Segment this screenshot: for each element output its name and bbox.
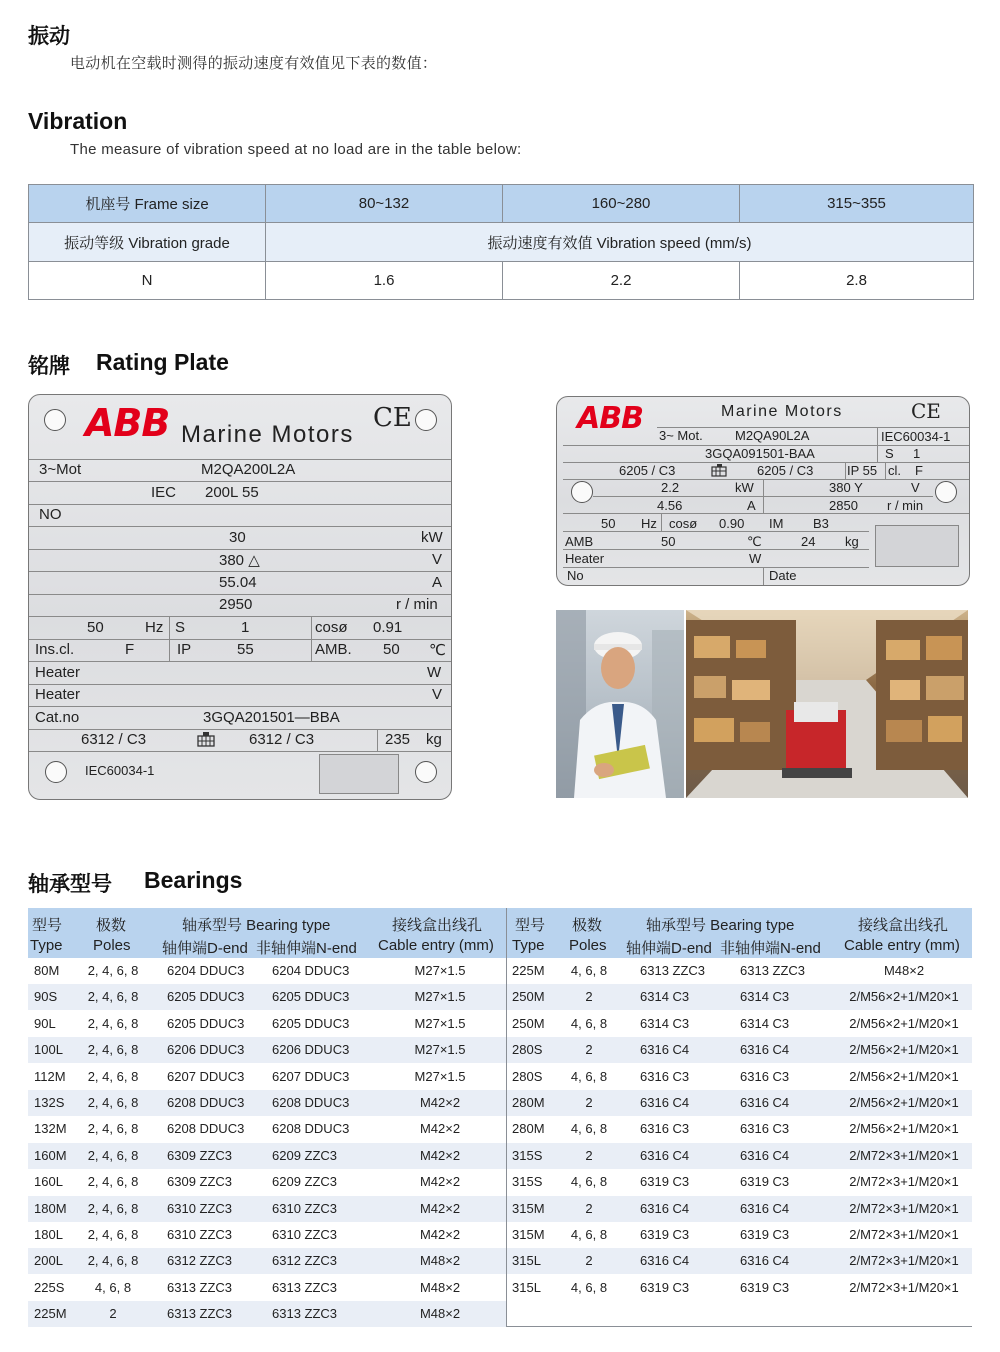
header-nend: 非轴伸端N-end: [720, 940, 821, 957]
poles-cell: 4, 6, 8: [94, 1279, 132, 1295]
nend-cell: 6316 C3: [740, 1121, 790, 1137]
cable-cell: 2/M56×2+1/M20×1: [849, 1042, 959, 1058]
poles-cell: 4, 6, 8: [570, 1174, 608, 1190]
nend-cell: 6316 C4: [740, 1095, 790, 1110]
poles-cell: 4, 6, 8: [570, 1068, 608, 1084]
poles-cell: 4, 6, 8: [570, 1279, 608, 1295]
plate-current-unit: A: [432, 574, 443, 591]
cable-cell: 2/M56×2+1/M20×1: [849, 989, 959, 1005]
stamp-box: [319, 754, 399, 794]
dend-cell: 6313 ZZC3: [167, 1279, 233, 1295]
frame-range: 315~355: [740, 185, 974, 223]
plate-speed-unit: r / min: [396, 596, 438, 613]
plate-im: IM: [769, 516, 784, 531]
header-poles-cn: 极数: [96, 917, 127, 934]
dend-cell: 6309 ZZC3: [167, 1174, 233, 1190]
plate-speed: 2850: [829, 498, 858, 513]
type-cell: 250M: [512, 1015, 545, 1031]
plate-freq-unit: Hz: [145, 619, 164, 636]
cable-cell: M42×2: [419, 1174, 461, 1190]
abb-logo: ABB: [577, 401, 643, 436]
dend-cell: 6319 C3: [640, 1174, 690, 1190]
plate-im-value: B3: [813, 516, 829, 531]
plate-heater: Heater: [565, 551, 605, 566]
nend-cell: 6319 C3: [740, 1227, 790, 1242]
nend-cell: 6313 ZZC3: [740, 963, 806, 978]
type-cell: 250M: [512, 989, 545, 1005]
plate-cos: cosø: [315, 619, 348, 636]
header-type-en: Type: [30, 937, 63, 954]
plate-bearing-n: 6205 / C3: [757, 463, 814, 478]
nend-cell: 6310 ZZC3: [272, 1200, 338, 1216]
plate-cl: cl.: [888, 463, 901, 478]
nend-cell: 6209 ZZC3: [272, 1147, 338, 1163]
poles-cell: 4, 6, 8: [570, 963, 608, 978]
poles-cell: 2, 4, 6, 8: [87, 1174, 139, 1190]
speed-value: 1.6: [266, 262, 503, 300]
type-cell: 160L: [34, 1174, 63, 1190]
stamp-box: [875, 525, 959, 567]
vibration-desc-en: The measure of vibration speed at no load are in the table below:: [70, 141, 522, 158]
plate-cos: cosø: [669, 516, 698, 531]
plate-no: NO: [39, 506, 62, 523]
nend-cell: 6205 DDUC3: [272, 989, 350, 1005]
cable-cell: M27×1.5: [414, 963, 466, 978]
plate-standard: IEC60034-1: [85, 763, 155, 778]
plate-standard: IEC60034-1: [881, 429, 951, 444]
mount-hole: [45, 761, 67, 783]
plate-mot: 3~ Mot.: [659, 428, 703, 443]
poles-cell: 2, 4, 6, 8: [87, 1095, 139, 1110]
header-poles-cn: 极数: [572, 917, 603, 934]
warehouse-illustration: [686, 610, 968, 798]
plate-cat-value: 3GQA091501-BAA: [705, 446, 815, 461]
nend-cell: 6206 DDUC3: [272, 1042, 350, 1058]
cable-cell: 2/M72×3+1/M20×1: [849, 1227, 959, 1242]
frame-size-label: 机座号 Frame size: [29, 185, 266, 223]
dend-cell: 6207 DDUC3: [167, 1068, 245, 1084]
header-cable-cn: 接线盒出线孔: [392, 917, 483, 934]
plate-voltage-unit: V: [911, 480, 920, 495]
plate-power-unit: kW: [735, 480, 754, 495]
type-cell: 100L: [34, 1042, 63, 1058]
plate-current: 55.04: [219, 574, 257, 591]
type-cell: 90S: [34, 989, 58, 1005]
nend-cell: 6313 ZZC3: [272, 1279, 338, 1295]
type-cell: 90L: [34, 1015, 56, 1031]
vibration-grade-label: 振动等级 Vibration grade: [29, 223, 266, 262]
poles-cell: 2, 4, 6, 8: [87, 1147, 139, 1163]
plate-voltage: 380 △: [219, 552, 260, 569]
cable-cell: 2/M72×3+1/M20×1: [849, 1253, 959, 1269]
ce-mark: CE: [373, 403, 412, 433]
dend-cell: 6316 C3: [640, 1068, 690, 1084]
type-cell: 225M: [34, 1306, 67, 1322]
dend-cell: 6312 ZZC3: [167, 1253, 233, 1269]
poles-cell: 2, 4, 6, 8: [87, 989, 139, 1005]
dend-cell: 6316 C4: [640, 1042, 690, 1058]
abb-logo: ABB: [85, 401, 170, 445]
speed-value: 2.2: [503, 262, 740, 300]
nend-cell: 6208 DDUC3: [272, 1121, 350, 1137]
plate-power: 30: [229, 529, 246, 546]
plate-amb-unit: ℃: [747, 534, 762, 549]
nend-cell: 6319 C3: [740, 1279, 790, 1295]
type-cell: 315M: [512, 1227, 545, 1242]
poles-cell: 2: [585, 989, 593, 1005]
type-cell: 280S: [512, 1068, 543, 1084]
nend-cell: 6316 C4: [740, 1042, 790, 1058]
nend-cell: 6204 DDUC3: [272, 963, 350, 978]
cable-cell: 2/M72×3+1/M20×1: [849, 1279, 959, 1295]
rating-plate-small: [556, 396, 970, 586]
header-poles-en: Poles: [569, 937, 607, 954]
rating-plate-large: [28, 394, 452, 800]
dend-cell: 6319 C3: [640, 1279, 690, 1295]
nend-cell: 6207 DDUC3: [272, 1068, 350, 1084]
bearings-title-en: Bearings: [144, 867, 243, 893]
cable-cell: M48×2: [419, 1306, 461, 1322]
engineer-illustration: [556, 610, 684, 798]
bearings-title-cn: 轴承型号: [28, 873, 112, 896]
plate-weight-unit: kg: [426, 731, 442, 748]
poles-cell: 2, 4, 6, 8: [87, 1068, 139, 1084]
type-cell: 315S: [512, 1174, 543, 1190]
poles-cell: 4, 6, 8: [570, 1015, 608, 1031]
plate-current: 4.56: [657, 498, 683, 513]
dend-cell: 6208 DDUC3: [167, 1095, 245, 1110]
frame-range: 80~132: [266, 185, 503, 223]
cable-cell: 2/M56×2+1/M20×1: [849, 1121, 959, 1137]
nend-cell: 6314 C3: [740, 1015, 790, 1031]
type-cell: 315L: [512, 1253, 541, 1269]
type-cell: 225M: [512, 963, 545, 978]
type-cell: 315S: [512, 1147, 543, 1163]
plate-current-unit: A: [747, 498, 756, 513]
plate-mot: 3~Mot: [39, 461, 82, 478]
type-cell: 280S: [512, 1042, 543, 1058]
vibration-title-en: Vibration: [28, 108, 128, 134]
poles-cell: 2: [585, 1147, 593, 1163]
cable-cell: M42×2: [419, 1121, 461, 1137]
dend-cell: 6314 C3: [640, 1015, 690, 1031]
plate-voltage: 380 Y: [829, 480, 863, 495]
dend-cell: 6205 DDUC3: [167, 1015, 245, 1031]
plate-ins-value: F: [125, 641, 135, 658]
plate-amb: AMB: [565, 534, 594, 549]
header-type-en: Type: [512, 937, 545, 954]
plate-speed: 2950: [219, 596, 253, 613]
plate-s: S: [175, 619, 186, 636]
plate-heater-unit: V: [432, 686, 443, 703]
plate-speed-unit: r / min: [887, 498, 924, 513]
plate-amb-value: 50: [661, 534, 676, 549]
cable-cell: M27×1.5: [414, 1042, 466, 1058]
dend-cell: 6316 C4: [640, 1253, 690, 1269]
poles-cell: 2, 4, 6, 8: [87, 1015, 139, 1031]
nend-cell: 6312 ZZC3: [272, 1253, 338, 1269]
plate-cl-value: F: [915, 463, 923, 478]
nend-cell: 6313 ZZC3: [272, 1306, 338, 1322]
cable-cell: M48×2: [883, 963, 925, 978]
header-dend: 轴伸端D-end: [162, 940, 248, 957]
cable-cell: M42×2: [419, 1200, 461, 1216]
plate-bearing-d: 6312 / C3: [81, 731, 147, 748]
plate-model: M2QA200L2A: [201, 461, 296, 478]
dend-cell: 6310 ZZC3: [167, 1227, 233, 1242]
nend-cell: 6208 DDUC3: [272, 1095, 350, 1110]
nend-cell: 6316 C3: [740, 1068, 790, 1084]
dend-cell: 6316 C4: [640, 1095, 690, 1110]
nend-cell: 6319 C3: [740, 1174, 790, 1190]
dend-cell: 6314 C3: [640, 989, 690, 1005]
plate-amb: AMB.: [315, 641, 352, 658]
plate-freq: 50: [87, 619, 104, 636]
plate-cat-value: 3GQA201501—BBA: [203, 709, 340, 726]
type-cell: 80M: [34, 963, 60, 978]
rating-title-en: Rating Plate: [96, 349, 229, 375]
plate-ip-value: 55: [237, 641, 254, 658]
type-cell: 180L: [34, 1227, 63, 1242]
brand-name: Marine Motors: [181, 421, 354, 448]
plate-no: No: [567, 568, 584, 583]
cable-cell: 2/M72×3+1/M20×1: [849, 1147, 959, 1163]
plate-ip: IP: [177, 641, 192, 658]
plate-power-unit: kW: [421, 529, 443, 546]
type-cell: 280M: [512, 1121, 545, 1137]
mount-hole: [415, 761, 437, 783]
plate-bearing-d: 6205 / C3: [619, 463, 676, 478]
ce-mark: CE: [911, 399, 941, 423]
plate-s: S: [885, 446, 894, 461]
cable-cell: M27×1.5: [414, 1068, 466, 1084]
vibration-desc-cn: 电动机在空载时测得的振动速度有效值见下表的数值：: [70, 55, 438, 72]
plate-heater: Heater: [35, 686, 81, 703]
engineer-photo: [556, 610, 684, 798]
header-dend: 轴伸端D-end: [626, 940, 712, 957]
nend-cell: 6316 C4: [740, 1147, 790, 1163]
cable-cell: M48×2: [419, 1253, 461, 1269]
nend-cell: 6310 ZZC3: [272, 1227, 338, 1242]
header-nend: 非轴伸端N-end: [256, 940, 357, 957]
type-cell: 200L: [34, 1253, 63, 1269]
poles-cell: 2, 4, 6, 8: [87, 1253, 139, 1269]
header-poles-en: Poles: [93, 937, 131, 954]
dend-cell: 6310 ZZC3: [167, 1200, 233, 1216]
header-bearing: 轴承型号 Bearing type: [182, 917, 331, 934]
dend-cell: 6313 ZZC3: [640, 963, 706, 978]
cable-cell: 2/M72×3+1/M20×1: [849, 1174, 959, 1190]
nend-cell: 6314 C3: [740, 989, 790, 1005]
cable-cell: M42×2: [419, 1095, 461, 1110]
nend-cell: 6316 C4: [740, 1253, 790, 1269]
header-bearing: 轴承型号 Bearing type: [646, 917, 795, 934]
type-cell: 132S: [34, 1095, 65, 1110]
warehouse-photo: [686, 610, 968, 798]
plate-date: Date: [769, 568, 797, 583]
cable-cell: M27×1.5: [414, 1015, 466, 1031]
type-cell: 225S: [34, 1279, 65, 1295]
plate-ip: IP 55: [847, 463, 878, 478]
type-cell: 132M: [34, 1121, 67, 1137]
vibration-table: [28, 184, 974, 300]
plate-weight: 235: [385, 731, 411, 748]
mount-hole: [935, 481, 957, 503]
vibration-speed-label: 振动速度有效值 Vibration speed (mm/s): [266, 223, 974, 262]
bearing-icon: [195, 731, 217, 749]
plate-amb-unit: ℃: [429, 642, 446, 659]
mount-hole: [44, 409, 66, 431]
cable-cell: M48×2: [419, 1279, 461, 1295]
type-cell: 315M: [512, 1200, 545, 1216]
plate-iec-value: 200L 55: [205, 484, 259, 501]
nend-cell: 6316 C4: [740, 1200, 790, 1216]
nend-cell: 6205 DDUC3: [272, 1015, 350, 1031]
poles-cell: 2: [109, 1306, 117, 1322]
nend-cell: 6209 ZZC3: [272, 1174, 338, 1190]
header-cable-en: Cable entry (mm): [378, 937, 494, 954]
plate-cat: Cat.no: [35, 709, 80, 726]
plate-freq: 50: [601, 516, 616, 531]
mount-hole: [571, 481, 593, 503]
plate-bearing-n: 6312 / C3: [249, 731, 315, 748]
plate-cos-value: 0.91: [373, 619, 403, 636]
dend-cell: 6313 ZZC3: [167, 1306, 233, 1322]
speed-value: 2.8: [740, 262, 974, 300]
type-cell: 315L: [512, 1279, 541, 1295]
plate-model: M2QA90L2A: [735, 428, 810, 443]
dend-cell: 6206 DDUC3: [167, 1042, 245, 1058]
rating-title-cn: 铭牌: [28, 355, 70, 378]
dend-cell: 6316 C3: [640, 1121, 690, 1137]
poles-cell: 2, 4, 6, 8: [87, 1121, 139, 1137]
plate-heater: Heater: [35, 664, 81, 681]
plate-s-value: 1: [913, 446, 921, 461]
plate-cos-value: 0.90: [719, 516, 745, 531]
plate-power: 2.2: [661, 480, 680, 495]
plate-s-value: 1: [241, 619, 250, 636]
poles-cell: 2, 4, 6, 8: [87, 1042, 139, 1058]
poles-cell: 4, 6, 8: [570, 1121, 608, 1137]
poles-cell: 2: [585, 1200, 593, 1216]
plate-amb-value: 50: [383, 641, 400, 658]
poles-cell: 2, 4, 6, 8: [87, 1227, 139, 1242]
plate-ins: Ins.cl.: [35, 641, 75, 658]
header-type-cn: 型号: [515, 917, 546, 934]
dend-cell: 6205 DDUC3: [167, 989, 245, 1005]
dend-cell: 6204 DDUC3: [167, 963, 245, 978]
cable-cell: 2/M56×2+1/M20×1: [849, 1095, 959, 1110]
plate-heater-unit: W: [427, 664, 442, 681]
poles-cell: 2: [585, 1095, 593, 1110]
dend-cell: 6316 C4: [640, 1147, 690, 1163]
bearing-icon: [709, 463, 729, 478]
type-cell: 180M: [34, 1200, 67, 1216]
type-cell: 112M: [34, 1068, 66, 1084]
cable-cell: M42×2: [419, 1227, 461, 1242]
plate-freq-unit: Hz: [641, 516, 657, 531]
plate-weight: 24: [801, 534, 816, 549]
dend-cell: 6319 C3: [640, 1227, 690, 1242]
dend-cell: 6208 DDUC3: [167, 1121, 245, 1137]
vibration-title-cn: 振动: [28, 25, 70, 48]
cable-cell: M27×1.5: [414, 989, 466, 1005]
type-cell: 280M: [512, 1095, 545, 1110]
poles-cell: 2, 4, 6, 8: [87, 963, 139, 978]
poles-cell: 2: [585, 1253, 593, 1269]
cable-cell: 2/M72×3+1/M20×1: [849, 1200, 959, 1216]
header-cable-en: Cable entry (mm): [844, 937, 960, 954]
type-cell: 160M: [34, 1147, 67, 1163]
cable-cell: M42×2: [419, 1147, 461, 1163]
mount-hole: [415, 409, 437, 431]
frame-range: 160~280: [503, 185, 740, 223]
dend-cell: 6316 C4: [640, 1200, 690, 1216]
grade-value: N: [29, 262, 266, 300]
plate-weight-unit: kg: [845, 534, 859, 549]
plate-iec-label: IEC: [151, 484, 177, 501]
cable-cell: 2/M56×2+1/M20×1: [849, 1015, 959, 1031]
plate-voltage-unit: V: [432, 551, 443, 568]
poles-cell: 2: [585, 1042, 593, 1058]
dend-cell: 6309 ZZC3: [167, 1147, 233, 1163]
poles-cell: 2, 4, 6, 8: [87, 1200, 139, 1216]
poles-cell: 4, 6, 8: [570, 1227, 608, 1242]
header-cable-cn: 接线盒出线孔: [858, 917, 949, 934]
plate-heater-unit: W: [749, 551, 762, 566]
cable-cell: 2/M56×2+1/M20×1: [849, 1068, 959, 1084]
header-type-cn: 型号: [32, 917, 63, 934]
brand-name: Marine Motors: [721, 403, 843, 420]
